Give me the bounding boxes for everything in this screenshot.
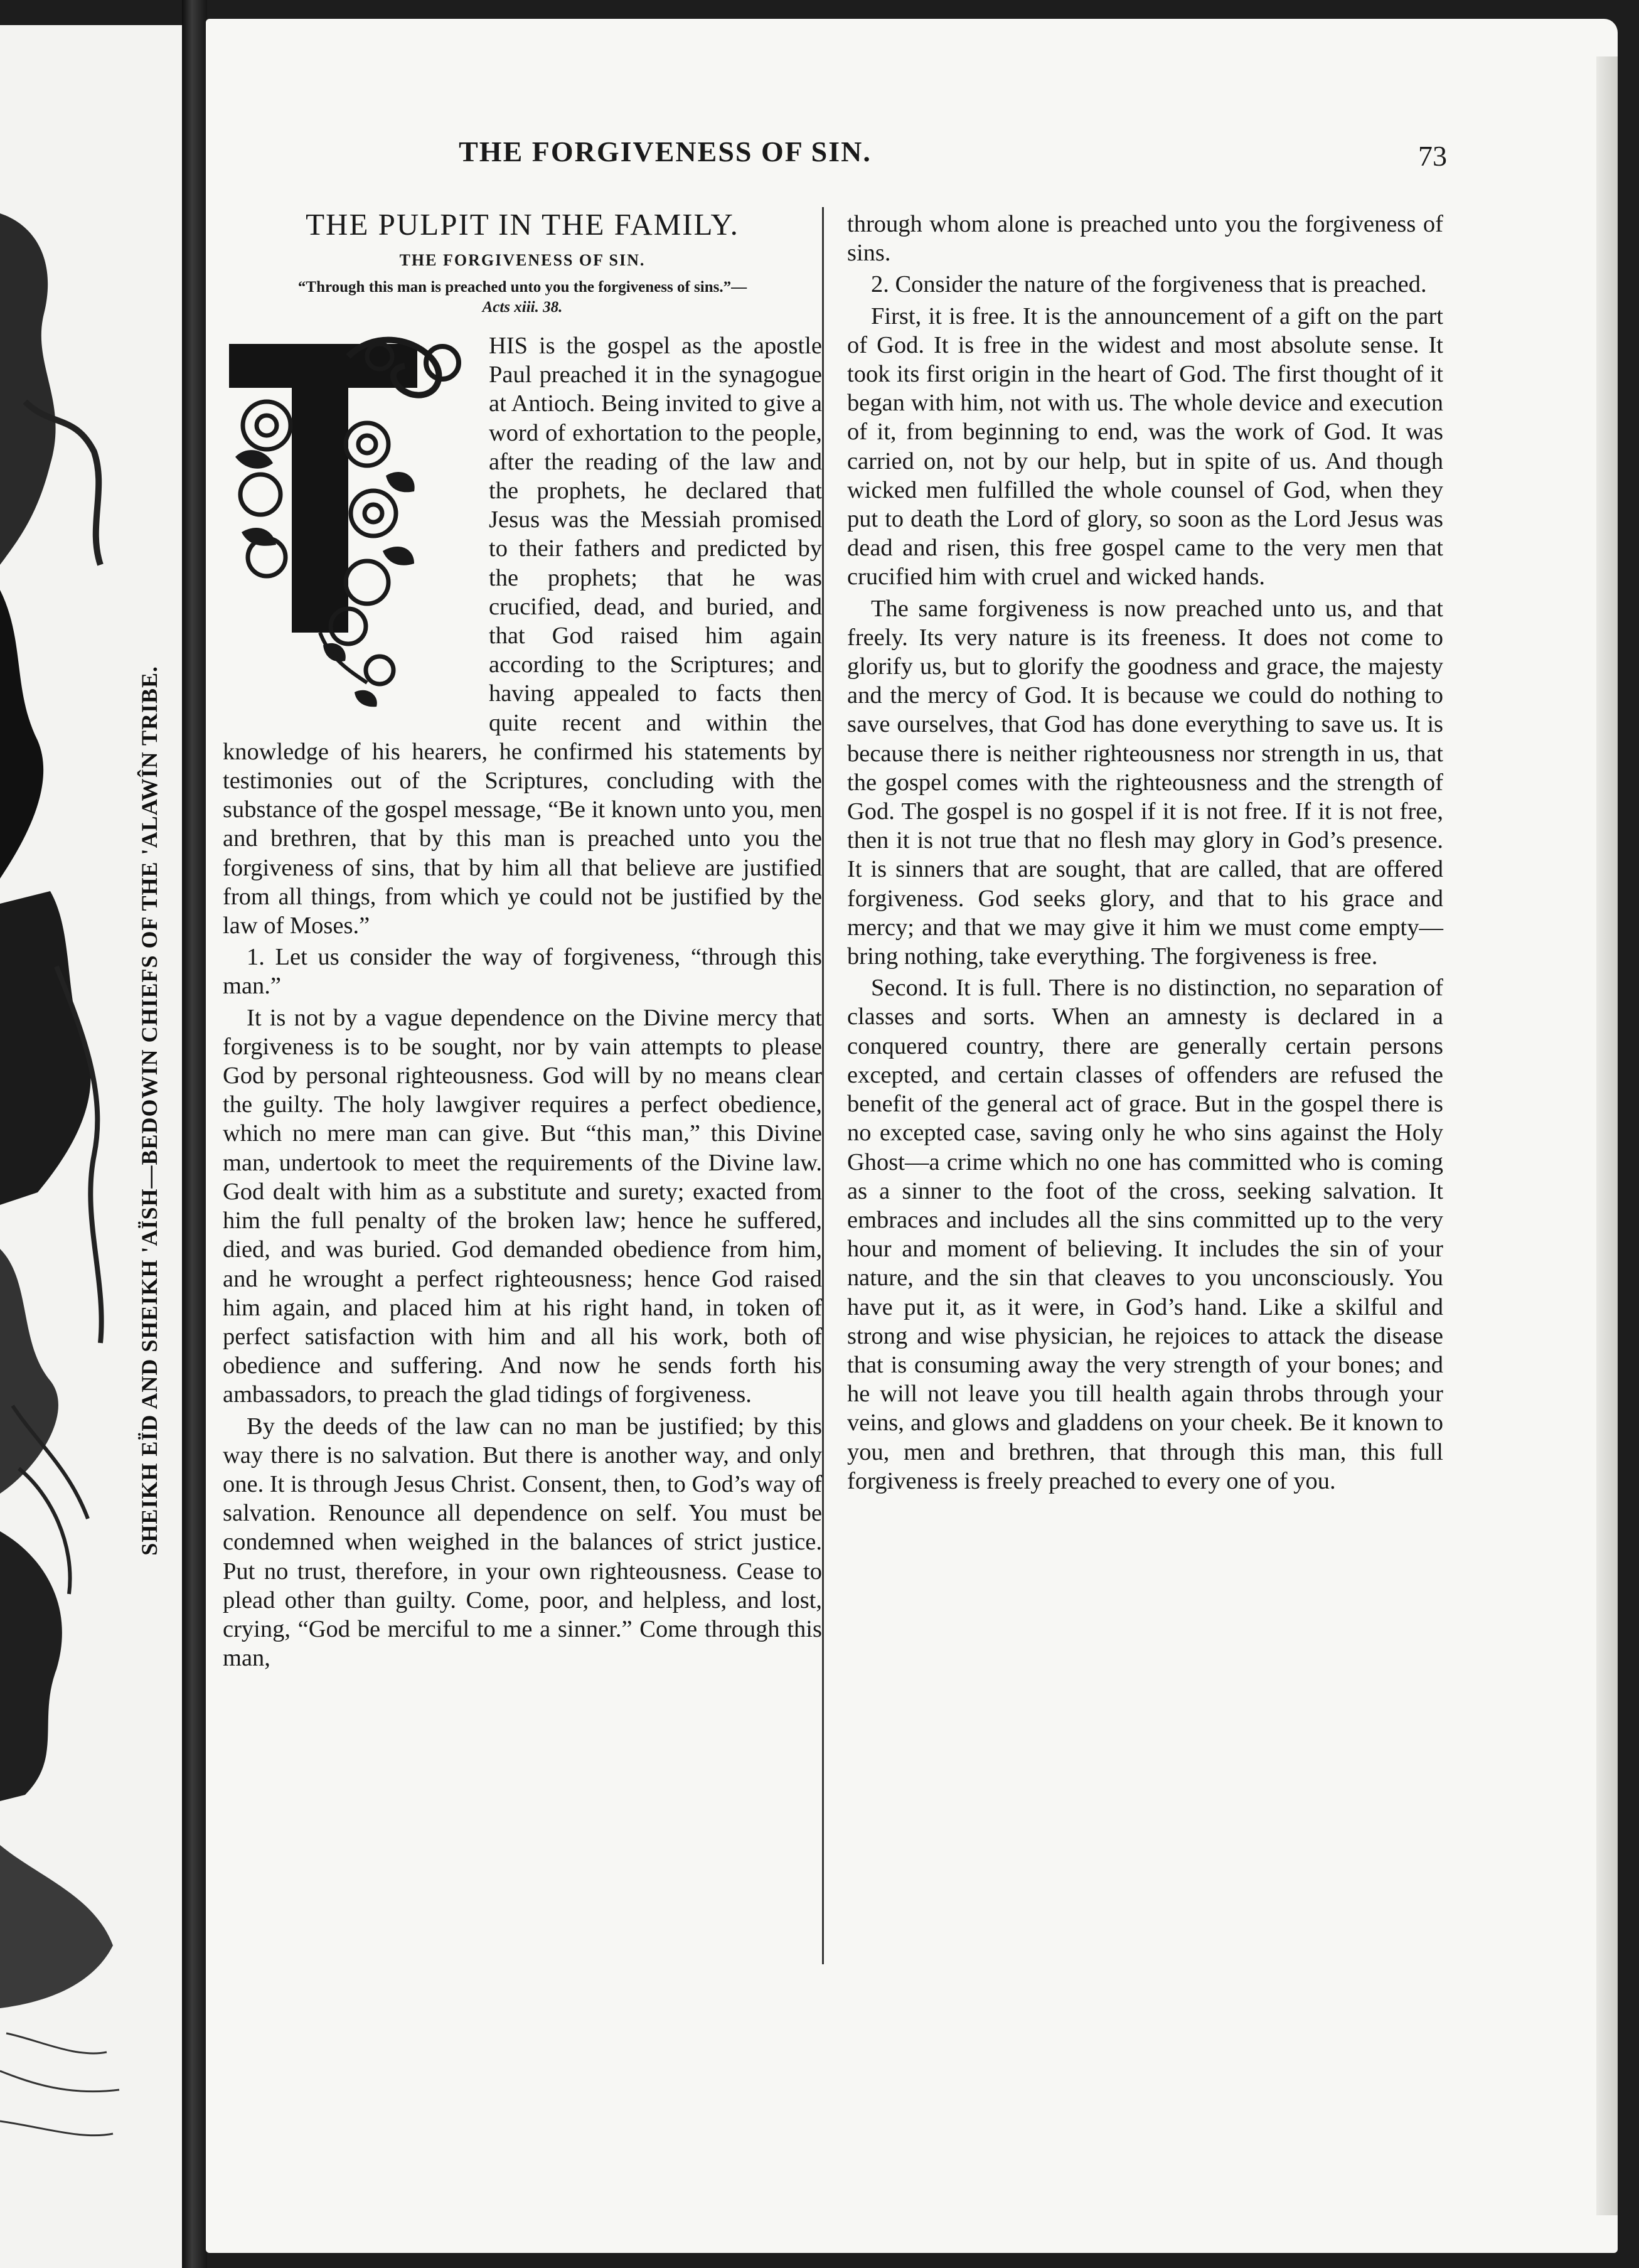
- paragraph-intro: HIS is the gospel as the apostle Paul preached it in the synagogue at Antioch. Being invited to give a word of exhortation to the people, after the reading of the law and the prophets, he declared that Jesus was the Messiah promised to their fathers and predicted by the prophets; that he was crucified, dead, and buried, and that God raised him again according to the Scriptures; and having appealed to facts then quite recent and within the knowledge of his hearers, he confirmed his statements by testimonies out of the Scriptures, concluding with the substance of the gospel message, “Be it known unto you, men and brethren, that by this man is preached unto you the forgiveness of sins, that by him all that believe are justified from all things, from which ye could not be justified by the law of Moses.”: [223, 333, 822, 939]
- epigraph-quote: “Through this man is preached unto you the forgiveness of sins.”—: [297, 279, 747, 296]
- engraving-caption: [131, 577, 168, 1644]
- page-edge-shadow: [1596, 56, 1618, 2215]
- facing-page-strip: [0, 25, 182, 2268]
- page-number: 73: [1418, 140, 1447, 172]
- paragraph-deeds-of-law: By the deeds of the law can no man be justified; by this way there is no salvation. But there is another way, and only one. It is through Jesus Christ. Consent, then, to God’s way of salvation. Renounce all dependence on self. You must be condemned when weighed in the balances of strict justice. Put no trust, therefore, in your own righteousness. Cease to plead other than guilty. Come, poor, and helpless, and lost, crying, “God be merciful to me a sinner.” Come through this man,: [223, 1413, 822, 1672]
- paragraph-point-one: 1. Let us consider the way of forgiveness, “through this man.”: [223, 944, 822, 1000]
- epigraph: [223, 277, 822, 318]
- left-column: [223, 207, 822, 1672]
- paragraph-vague-dependence: It is not by a vague dependence on the Divine mercy that forgiveness is to be sought, nor by vain attempts to please God by personal righteousness. God will by no means clear the guilty. The holy lawgiver requires a perfect obedience, which no mere man can give. But “this man,” this Divine man, undertook to meet the requirements of the Divine law. God dealt with him as a substitute and surety; exacted from him the full penalty of the broken law; hence he suffered, died, and was buried. God demanded obedience from him, and he wrought a perfect righteousness; hence God raised him again, and placed him at his right hand, in token of perfect satisfaction with him and all his work, both of obedience and suffering. And now he sends forth his ambassadors, to preach the glad tidings of forgiveness.: [223, 1004, 822, 1408]
- column-divider: [822, 207, 824, 1964]
- paragraph-second-full: Second. It is full. There is no distinction, no separation of classes and sorts. When an amnesty is declared in a conquered country, there are generally certain persons excepted, and certain classes of offenders are refused the benefit of the general act of grace. But in the gospel there is no excepted case, saving only he who sins against the Holy Ghost—a crime which no one has committed who is coming as a sinner to the foot of the cross, seeking salvation. It embraces and includes all the sins committed up to the very hour and moment of believing. It includes the sin of your nature, and the sin that cleaves to you unconsciously. You have put it, as it were, in God’s hand. Like a skilful and strong and wise physician, he rejoices to attack the disease that is consuming away the very strength of your bones; and he will not leave you till health again throbs through your veins, and glows and gladdens on your cheek. Be it known to you, men and brethren, that through this man, this full forgiveness is freely preached to every one of you.: [847, 975, 1443, 1494]
- paragraph-first-free: First, it is free. It is the announcement of a gift on the part of God. It is free in the widest and most absolute sense. It took its first origin in the heart of God. The first thought of it began with him, not with us. The whole device and execution of it, from beginning to end, was the work of God. It was carried on, not by our help, but in spite of us. And though wicked men fulfilled the whole counsel of God, when they put to death the Lord of glory, so soon as the Lord Jesus was dead and risen, this free gospel came to the very men that crucified him with cruel and wicked hands.: [847, 302, 1443, 591]
- running-head: THE FORGIVENESS OF SIN.: [459, 136, 872, 168]
- epigraph-reference: Acts xiii. 38.: [482, 299, 563, 316]
- paragraph-same-forgiveness: The same forgiveness is now preached unto us, and that freely. Its very nature is its freeness. It does not come to glorify us, but to glorify the goodness and grace, the majesty and the mercy of God. It is because we could do nothing to save ourselves, that God has done everything to save us. It is because there is neither righteousness nor strength in us, that the gospel comes with the righteousness and the strength of God. The gospel is no gospel if it is not free. If it is not free, then it is not true that no flesh may glory in God’s presence. It is sinners that are sought, that are called, that are offered forgiveness. God seeks glory, and that to his grace and mercy; and that we may give it him we must come empty—bring nothing, take everything. The forgiveness is free.: [847, 595, 1443, 970]
- paragraph-point-two: 2. Consider the nature of the forgiveness that is preached.: [871, 271, 1427, 298]
- bedouin-chiefs-engraving: [0, 25, 125, 2268]
- floral-t-icon: [223, 331, 474, 708]
- article-subtitle: THE FORGIVENESS OF SIN.: [399, 251, 646, 269]
- engraving-caption-text: SHEIKH EÏD AND SHEIKH 'AÏSH—BEDOWIN CHIEFS OF THE 'ALAWÎN TRIBE.: [137, 666, 162, 1556]
- right-column: [847, 210, 1443, 1495]
- ornamental-dropcap-t: [223, 331, 474, 708]
- paragraph-continuation: through whom alone is preached unto you the forgiveness of sins.: [847, 211, 1443, 267]
- book-binding-gutter: [182, 0, 207, 2268]
- article-title: THE PULPIT IN THE FAMILY.: [306, 207, 739, 242]
